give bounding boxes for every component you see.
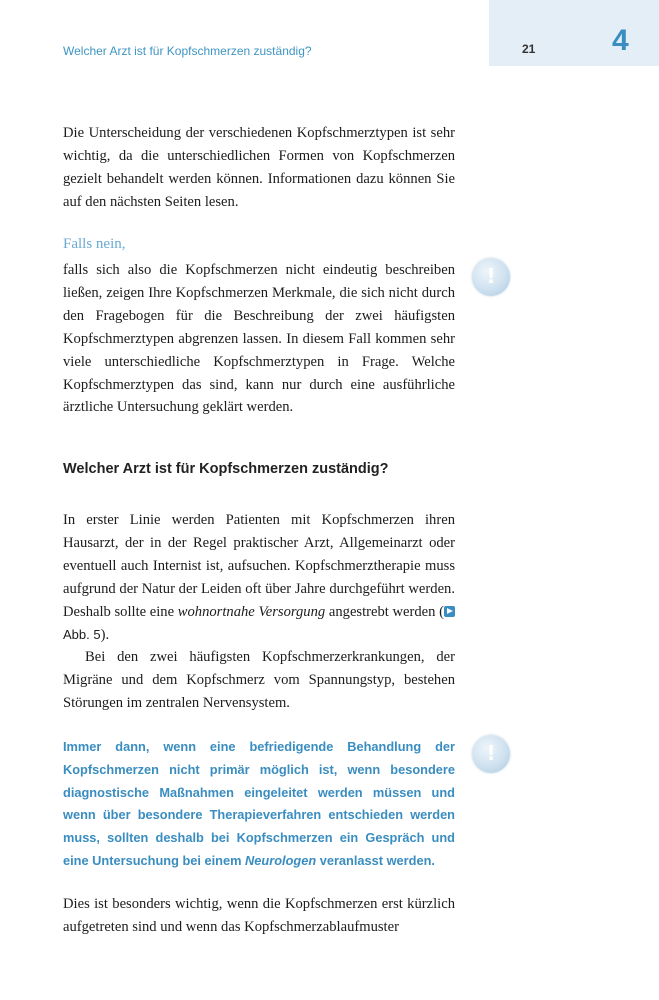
running-title: Welcher Arzt ist für Kopfschmerzen zuständig?	[63, 44, 312, 58]
paragraph-arzt: In erster Linie werden Patienten mit Kopfschmerzen ihren Hausarzt, der in der Regel praktischer Arzt, Allgemeinarzt oder eventuell auch Internist ist, aufsuchen. Kopfschmerztherapie muss aufgrund der Natur der Leiden oft über Jahre durchgeführt werden. Deshalb sollte eine wohnortnahe Versorgung angestrebt werden ( Abb. 5).	[63, 512, 455, 643]
chapter-tab	[489, 0, 659, 66]
emphasis-neurologen: Neurologen	[245, 852, 317, 868]
highlight-box: Immer dann, wenn eine befriedigende Behandlung der Kopfschmerzen nicht primär möglich ist, wenn besondere diagnostische Maßnahmen eingeleitet werden müssen und wenn über besondere Therapieverfahren entschieden werden muss, sollten deshalb bei Kopfschmerzen ein Gespräch und eine Untersuchung bei einem Neurologen veranlasst werden.	[63, 739, 455, 868]
paragraph-closing: Dies ist besonders wichtig, wenn die Kopfschmerzen erst kürzlich aufgetreten sind und wenn das Kopfschmerzablaufmuster	[63, 896, 455, 935]
exclamation-icon: !	[472, 258, 510, 296]
subheading-falls-nein: Falls nein,	[63, 236, 126, 252]
figure-reference-icon[interactable]	[444, 606, 455, 617]
page-number: 21	[522, 42, 536, 56]
figure-reference-link[interactable]: Abb. 5	[63, 626, 101, 642]
exclamation-icon: !	[472, 735, 510, 773]
paragraph-intro: Die Unterscheidung der verschiedenen Kopfschmerztypen ist sehr wichtig, da die unterschiedlichen Formen von Kopfschmerzen gezielt behandelt werden können. Informationen dazu können Sie auf den nächsten Seiten lesen.	[63, 125, 455, 210]
chapter-number: 4	[612, 24, 629, 57]
paragraph-migraene: Bei den zwei häufigsten Kopfschmerzerkrankungen, der Migräne und dem Kopfschmerz vom Spannungstyp, bestehen Störungen im zentralen Nervensystem.	[63, 649, 455, 711]
section-heading: Welcher Arzt ist für Kopfschmerzen zuständig?	[63, 461, 389, 477]
paragraph-falls-nein: falls sich also die Kopfschmerzen nicht eindeutig beschreiben ließen, zeigen Ihre Kopfschmerzen Merkmale, die sich nicht durch den Fragebogen für die Beschreibung der zwei häufigsten Kopfschmerztypen abgrenzen lassen. In diesem Fall kommen sehr viele unterschiedliche Kopfschmerztypen in Frage. Welche Kopfschmerztypen das sind, kann nur durch eine ausführliche ärztliche Untersuchung geklärt werden.	[63, 262, 455, 416]
emphasis-wohnortnahe: wohnortnahe Versorgung	[177, 603, 326, 620]
